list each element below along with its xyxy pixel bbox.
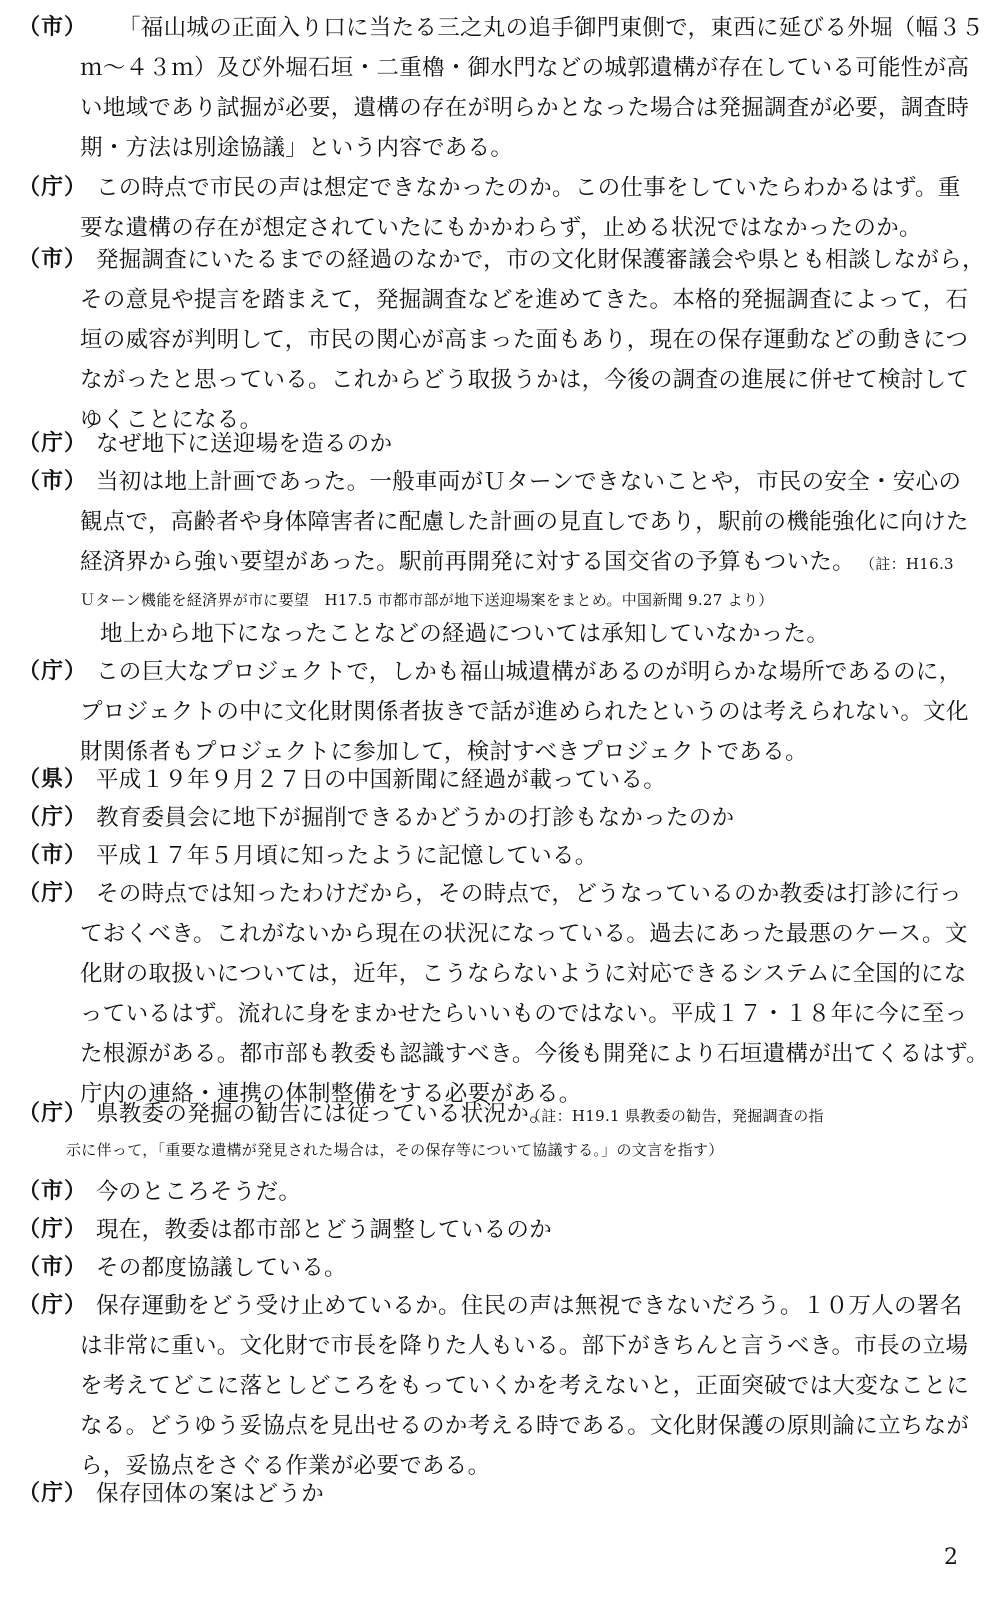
text-line: い地域であり試掘が必要，遺構の存在が明らかとなった場合は発掘調査が必要，調査時 [80, 95, 970, 121]
text-line: 庁内の連絡・連携の体制整備をする必要がある。 [80, 1081, 582, 1107]
text-line: この時点で市民の声は想定できなかったのか。この仕事をしていたらわかるはず。重 [96, 175, 961, 201]
speaker-label: （庁） [18, 1481, 88, 1506]
text-line: ておくべき。これがないから現在の状況になっている。過去にあった最悪のケース。文 [80, 921, 968, 947]
speaker-label: （庁） [18, 659, 88, 684]
speaker-label: （市） [18, 469, 88, 494]
text-line: その都度協議している。 [96, 1255, 347, 1281]
speaker-label: （市） [18, 1255, 88, 1280]
text-line: 県教委の発掘の勧告には従っている状況か。 [96, 1101, 553, 1127]
text-line: 垣の威容が判明して，市民の関心が高まった面もあり，現在の保存運動などの動きにつ [80, 327, 969, 353]
speaker-label: （庁） [18, 175, 88, 200]
text-line: を考えてどこに落としどころをもっていくかを考えないと，正面突破では大変なことに [80, 1373, 970, 1399]
text-line: 地上から地下になったことなどの経過については承知していなかった。 [100, 621, 830, 647]
text-line: 発掘調査にいたるまでの経過のなかで，市の文化財保護審議会や県とも相談しながら， [96, 247, 985, 273]
annotation-note: Ｕターン機能を経済界が市に要望 H17.5 市都市部が地下送迎場案をまとめ。中国新聞 9.27 より） [80, 591, 774, 609]
speaker-label: （市） [18, 15, 88, 40]
text-line: っているはず。流れに身をまかせたらいいものではない。平成１７・１８年に今に至っ [80, 1001, 968, 1027]
text-line: は非常に重い。文化財で市長を降りた人もいる。部下がきちんと言うべき。市長の立場 [80, 1333, 969, 1359]
text-line: 財関係者もプロジェクトに参加して，検討すべきプロジェクトである。 [80, 739, 808, 765]
text-line: なぜ地下に送迎場を造るのか [96, 431, 393, 457]
text-line: 平成１７年５月頃に知ったように記憶している。 [96, 843, 598, 869]
speaker-label: （庁） [18, 805, 88, 830]
speaker-label: （市） [18, 247, 88, 272]
text-line: た根源がある。都市部も教委も認識すべき。今後も開発により石垣遺構が出てくるはず。 [80, 1041, 989, 1067]
text-line: ながったと思っている。これからどう取扱うかは，今後の調査の進展に併せて検討して [80, 367, 970, 393]
text-line: 保存運動をどう受け止めているか。住民の声は無視できないだろう。１０万人の署名 [96, 1293, 963, 1319]
text-line: 期・方法は別途協議」という内容である。 [80, 135, 514, 161]
text-line: 今のところそうだ。 [96, 1179, 302, 1205]
text-line: その意見や提言を踏まえて，発掘調査などを進めてきた。本格的発掘調査によって，石 [80, 287, 969, 313]
text-line: 教育委員会に地下が掘削できるかどうかの打診もなかったのか [96, 805, 735, 831]
page-number: 2 [944, 1545, 958, 1570]
text-line: 経済界から強い要望があった。駅前再開発に対する国交省の予算もついた。 [80, 549, 855, 575]
annotation-note: 示に伴って，「重要な遺構が発見された場合は，その保存等について協議する。」の文言を指す） [66, 1141, 724, 1159]
text-line: 当初は地上計画であった。一般車両がＵターンできないことや，市民の安全・安心の [96, 469, 962, 495]
text-line: 「福山城の正面入り口に当たる三之丸の追手御門東側で，東西に延びる外堀（幅３５ [118, 15, 984, 41]
text-line: その時点では知ったわけだから，その時点で，どうなっているのか教委は打診に行っ [96, 881, 962, 907]
speaker-label: （庁） [18, 431, 88, 456]
text-line: ら，妥協点をさぐる作業が必要である。 [80, 1453, 491, 1479]
speaker-label: （市） [18, 1179, 88, 1204]
text-line: なる。どうゆう妥協点を見出せるのか考える時である。文化財保護の原則論に立ちなが [80, 1413, 970, 1439]
text-line: 要な遺構の存在が想定されていたにもかかわらず，止める状況ではなかったのか。 [80, 215, 922, 241]
text-line: 現在，教委は都市部とどう調整しているのか [96, 1217, 553, 1243]
speaker-label: （庁） [18, 1293, 88, 1318]
speaker-label: （市） [18, 843, 88, 868]
text-line: ｍ～４３ｍ）及び外堀石垣・二重櫓・御水門などの城郭遺構が存在している可能性が高 [80, 55, 970, 81]
speaker-label: （県） [18, 767, 88, 792]
speaker-label: （庁） [18, 1217, 88, 1242]
annotation-note: （註：H16.3 [860, 555, 954, 573]
text-line: 保存団体の案はどうか [96, 1481, 325, 1507]
text-line: ゆくことになる。 [80, 407, 263, 433]
text-line: 平成１９年９月２７日の中国新聞に経過が載っている。 [96, 767, 667, 793]
annotation-note: （註：H19.1 県教委の勧告，発掘調査の指 [526, 1107, 824, 1125]
text-line: この巨大なプロジェクトで，しかも福山城遺構があるのが明らかな場所であるのに， [96, 659, 962, 685]
speaker-label: （庁） [18, 881, 88, 906]
speaker-label: （庁） [18, 1101, 88, 1126]
text-line: 観点で，高齢者や身体障害者に配慮した計画の見直しであり，駅前の機能強化に向けた [80, 509, 969, 535]
text-line: 化財の取扱いについては，近年，こうならないように対応できるシステムに全国的にな [80, 961, 967, 987]
text-line: プロジェクトの中に文化財関係者抜きで話が進められたというのは考えられない。文化 [80, 699, 969, 725]
